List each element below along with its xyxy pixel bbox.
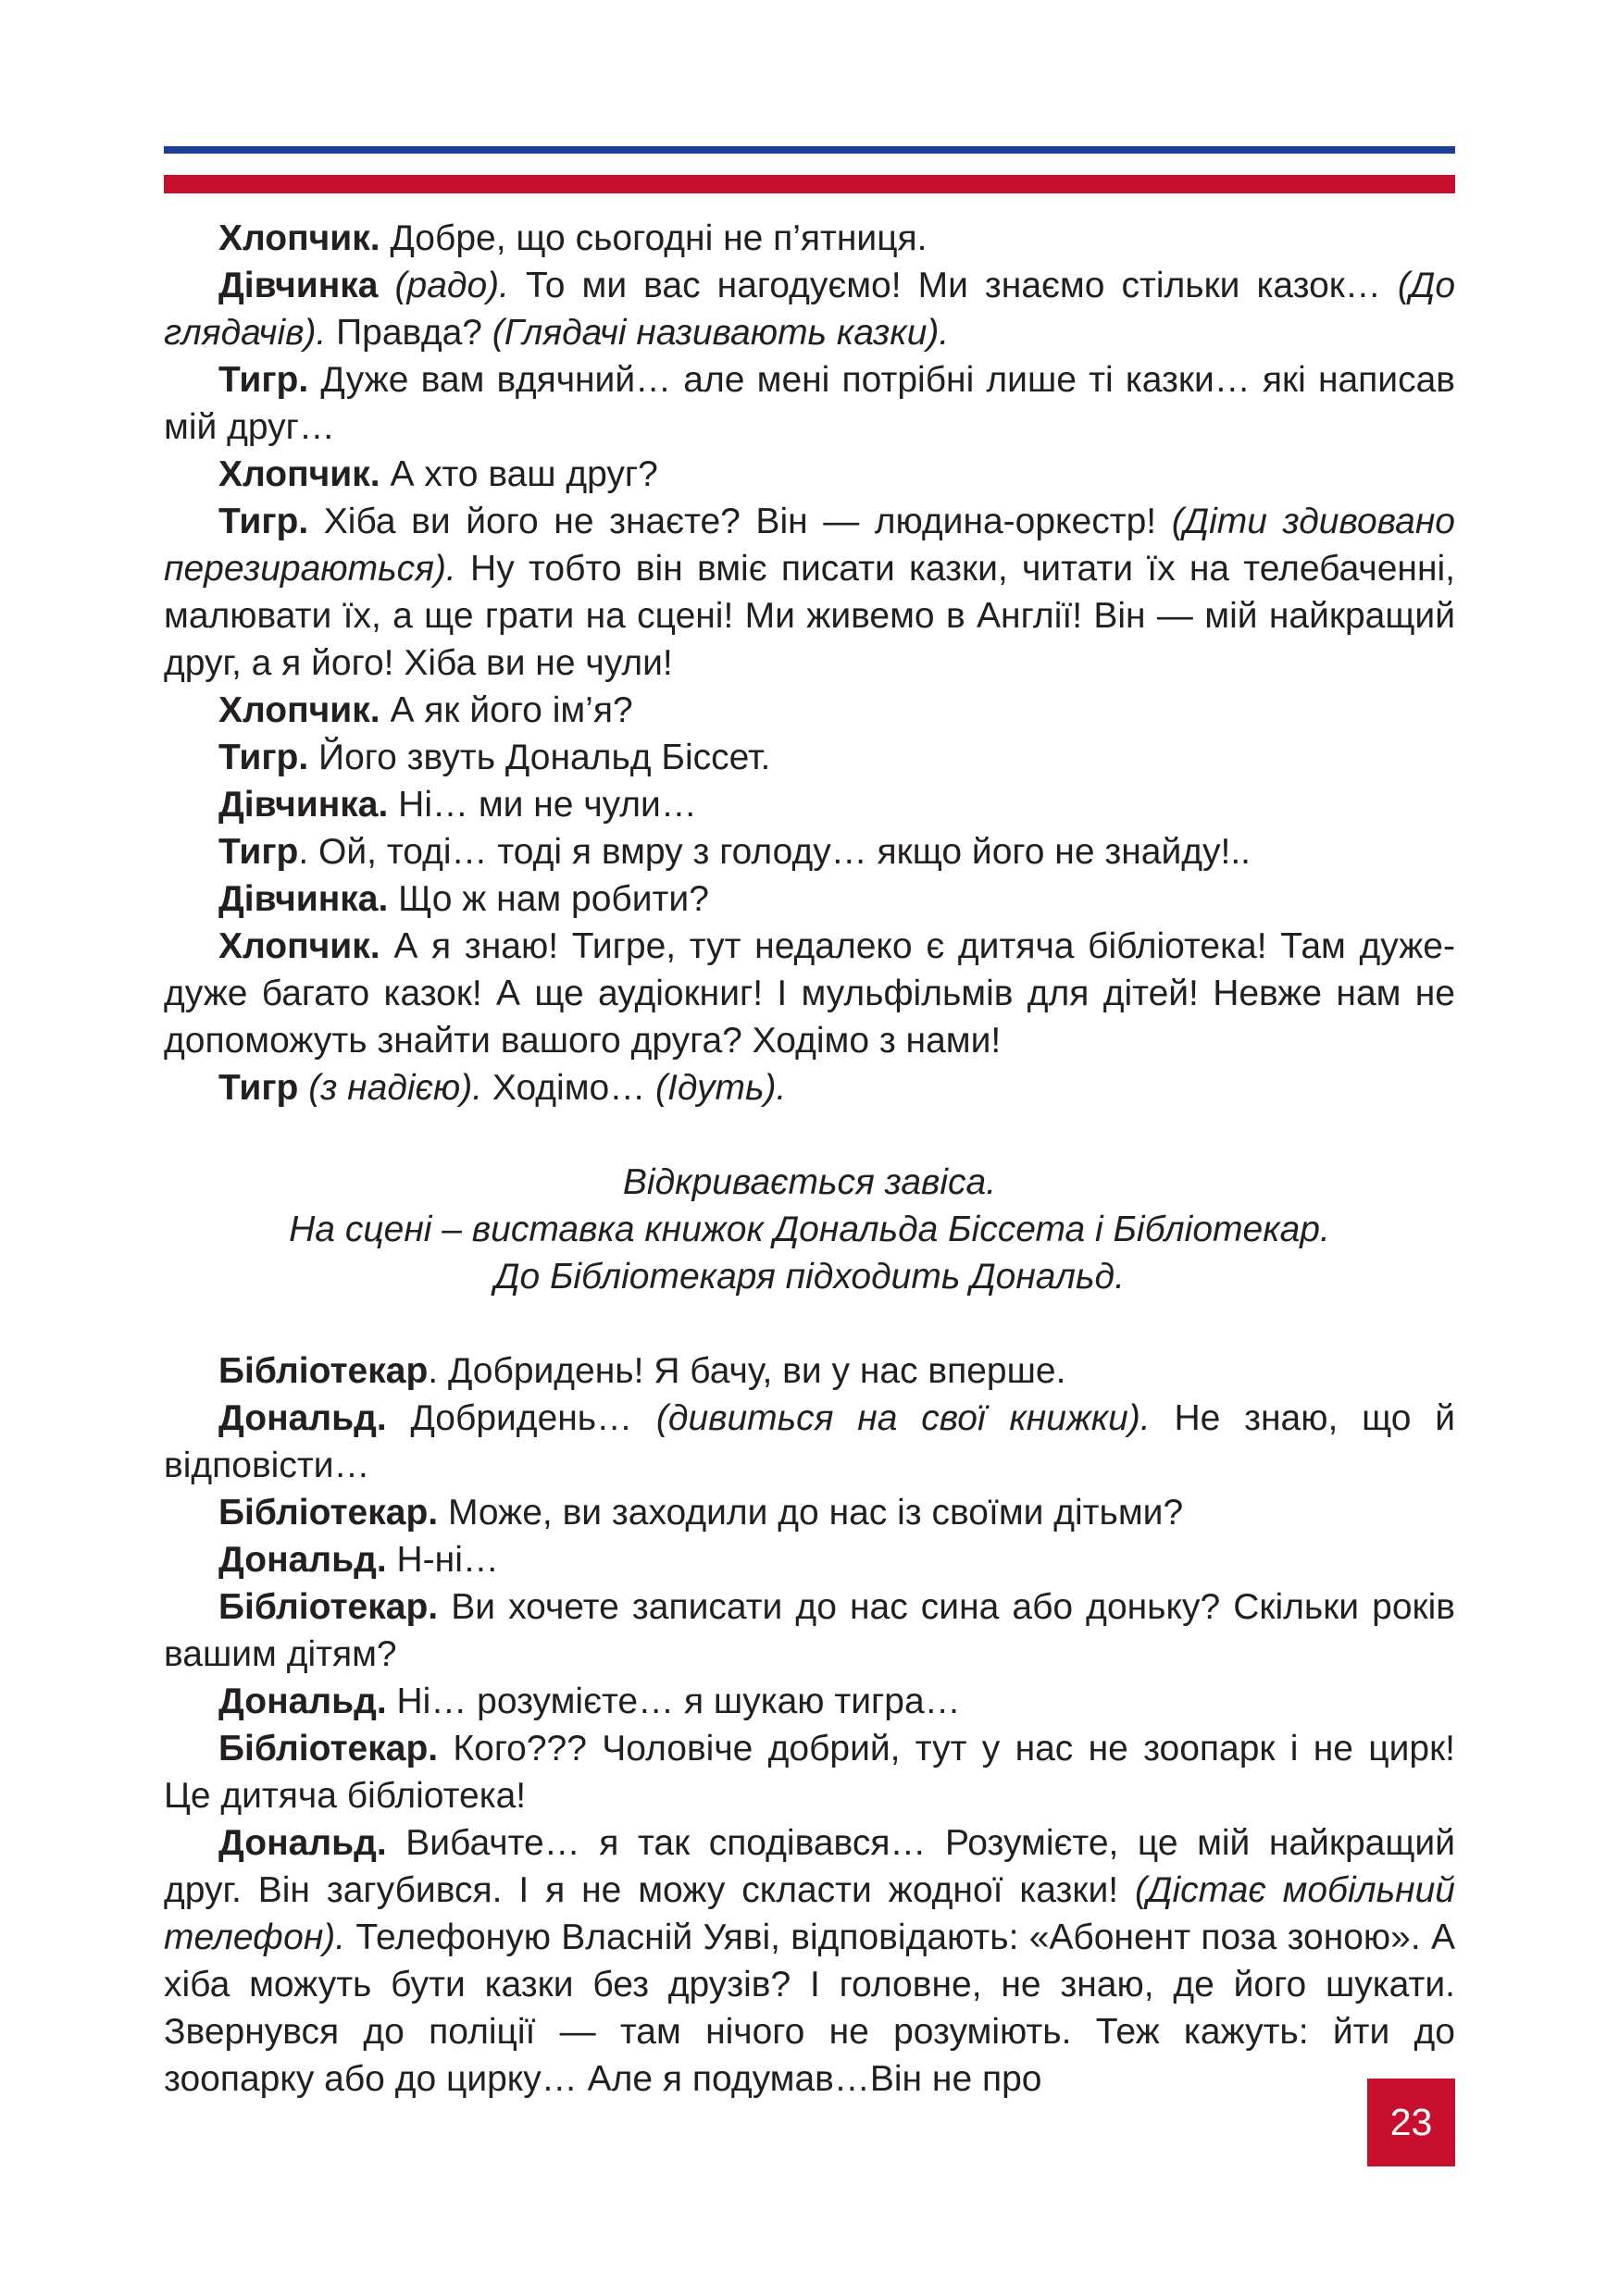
- play-text: [164, 215, 1455, 2103]
- line-text: . Добридень! Я бачу, ви у нас вперше.: [428, 1351, 1066, 1391]
- line-text: Добре, що сьогодні не п’ятниця.: [380, 218, 928, 258]
- dialogue-line: [164, 215, 1455, 262]
- dialogue-line: [164, 356, 1455, 451]
- speaker-name: Хлопчик.: [218, 454, 380, 494]
- line-text: Не знаю, що й відповісти…: [164, 1398, 1456, 1485]
- speaker-name: Хлопчик.: [218, 218, 380, 258]
- dialogue-line: [164, 1064, 1455, 1111]
- speaker-name: Тигр: [218, 832, 299, 872]
- speaker-name: Хлопчик.: [218, 926, 380, 966]
- dialogue-line: [164, 1536, 1455, 1583]
- dialogue-line: [164, 687, 1455, 734]
- line-text: Н-ні…: [386, 1540, 499, 1580]
- dialogue-line: [164, 498, 1455, 687]
- stage-remark: (дивиться на свої книжки).: [655, 1398, 1151, 1438]
- speaker-name: Бібліотекар: [218, 1351, 429, 1391]
- line-text: Його звуть Дональд Біссет.: [308, 738, 771, 777]
- line-text: А хто ваш друг?: [380, 454, 658, 494]
- dialogue-line: [164, 1819, 1455, 2103]
- stage-direction-line: Відкривається завіса.: [622, 1162, 997, 1202]
- stage-direction-line: До Бібліотекаря підходить Дональд.: [494, 1257, 1125, 1297]
- speaker-name: Дівчинка.: [218, 785, 389, 825]
- stage-remark: (Дістає мобільний телефон).: [164, 1870, 1455, 1957]
- stage-remark: (радо).: [378, 266, 509, 305]
- speaker-name: Тигр: [218, 1068, 299, 1108]
- header-rule-red: [164, 175, 1455, 193]
- stage-remark: (Глядачі називають казки).: [492, 313, 950, 353]
- dialogue-line: [164, 828, 1455, 875]
- line-text: Хіба ви його не знаєте? Він — людина-оркестр!: [308, 502, 1172, 541]
- speaker-name: Бібліотекар.: [218, 1729, 439, 1769]
- speaker-name: Тигр.: [218, 738, 309, 777]
- line-text: Ні… розумієте… я шукаю тигра…: [386, 1682, 961, 1721]
- line-text: То ми вас нагодуємо! Ми знаємо стільки казок…: [508, 266, 1398, 305]
- dialogue-line: [164, 875, 1455, 923]
- line-text: Правда?: [326, 313, 492, 353]
- line-text: Кого??? Чоловіче добрий, тут у нас не зоопарк і не цирк! Це дитяча бібліотека!: [164, 1729, 1455, 1816]
- line-text: . Ой, тоді… тоді я вмру з голоду… якщо його не знайду!..: [298, 832, 1251, 872]
- speaker-name: Дівчинка.: [218, 879, 389, 919]
- line-text: Добридень…: [386, 1398, 656, 1438]
- dialogue-line: [164, 1678, 1455, 1725]
- line-text: Ні… ми не чули…: [388, 785, 697, 825]
- line-text: Ви хочете записати до нас сина або доньку? Скільки років вашим дітям?: [164, 1587, 1455, 1674]
- line-text: А як його ім’я?: [380, 690, 633, 730]
- speaker-name: Дональд.: [218, 1398, 387, 1438]
- line-text: Може, ви заходили до нас із своїми дітьми?: [438, 1493, 1184, 1533]
- dialogue-line: [164, 1583, 1455, 1678]
- dialogue-line: [164, 262, 1455, 356]
- dialogue-line: [164, 781, 1455, 828]
- speaker-name: Дональд.: [218, 1540, 387, 1580]
- speaker-name: Хлопчик.: [218, 690, 380, 730]
- dialogue-part-1: [164, 215, 1455, 1111]
- speaker-name: Дональд.: [218, 1823, 387, 1863]
- speaker-name: Бібліотекар.: [218, 1587, 439, 1627]
- speaker-name: Бібліотекар.: [218, 1493, 439, 1533]
- stage-remark: (з надією).: [298, 1068, 483, 1108]
- speaker-name: Дональд.: [218, 1682, 387, 1721]
- dialogue-line: [164, 923, 1455, 1064]
- page-number: 23: [1367, 2079, 1455, 2166]
- dialogue-line: [164, 1489, 1455, 1536]
- header-rule-blue: [164, 146, 1455, 154]
- stage-direction: [164, 1159, 1455, 1300]
- line-text: Дуже вам вдячний… але мені потрібні лише ті казки… які написав мій друг…: [164, 360, 1455, 447]
- speaker-name: Дівчинка: [218, 266, 379, 305]
- line-text: А я знаю! Тигре, тут недалеко є дитяча бібліотека! Там дуже-дуже багато казок! А ще аудіокниг! І мульфільмів для дітей! Невже нам не допоможуть знайти вашого друга? Ходімо з нами!: [164, 926, 1455, 1061]
- dialogue-line: [164, 1395, 1455, 1489]
- line-text: Що ж нам робити?: [388, 879, 709, 919]
- dialogue-part-2: [164, 1347, 1455, 2103]
- stage-remark: (Ідуть).: [655, 1068, 787, 1108]
- stage-remark: (До глядачів).: [164, 266, 1456, 353]
- stage-direction-line: На сцені – виставка книжок Дональда Біссета і Бібліотекар.: [289, 1210, 1330, 1249]
- line-text: Телефоную Власній Уяві, відповідають: «Абонент поза зоною». А хіба можуть бути казки без друзів? І головне, не знаю, де його шукати. Звернувся до поліції — там нічого не розуміють. Теж кажуть: йти до зоопарку або до цирку… Але я подумав…Він не про: [164, 1917, 1455, 2099]
- speaker-name: Тигр.: [218, 502, 309, 541]
- dialogue-line: [164, 451, 1455, 498]
- line-text: Ходімо…: [482, 1068, 656, 1108]
- line-text: Ну тобто він вміє писати казки, читати їх на телебаченні, малювати їх, а ще грати на сцені! Ми живемо в Англії! Він — мій найкращий друг, а я його! Хіба ви не чули!: [164, 549, 1455, 683]
- dialogue-line: [164, 1347, 1455, 1395]
- dialogue-line: [164, 734, 1455, 781]
- stage-remark: (Діти здивовано перезираються).: [164, 502, 1455, 589]
- dialogue-line: [164, 1725, 1455, 1819]
- speaker-name: Тигр.: [218, 360, 309, 400]
- line-text: Вибачте… я так сподівався… Розумієте, це мій найкращий друг. Він загубився. І я не можу скласти жодної казки!: [164, 1823, 1455, 1910]
